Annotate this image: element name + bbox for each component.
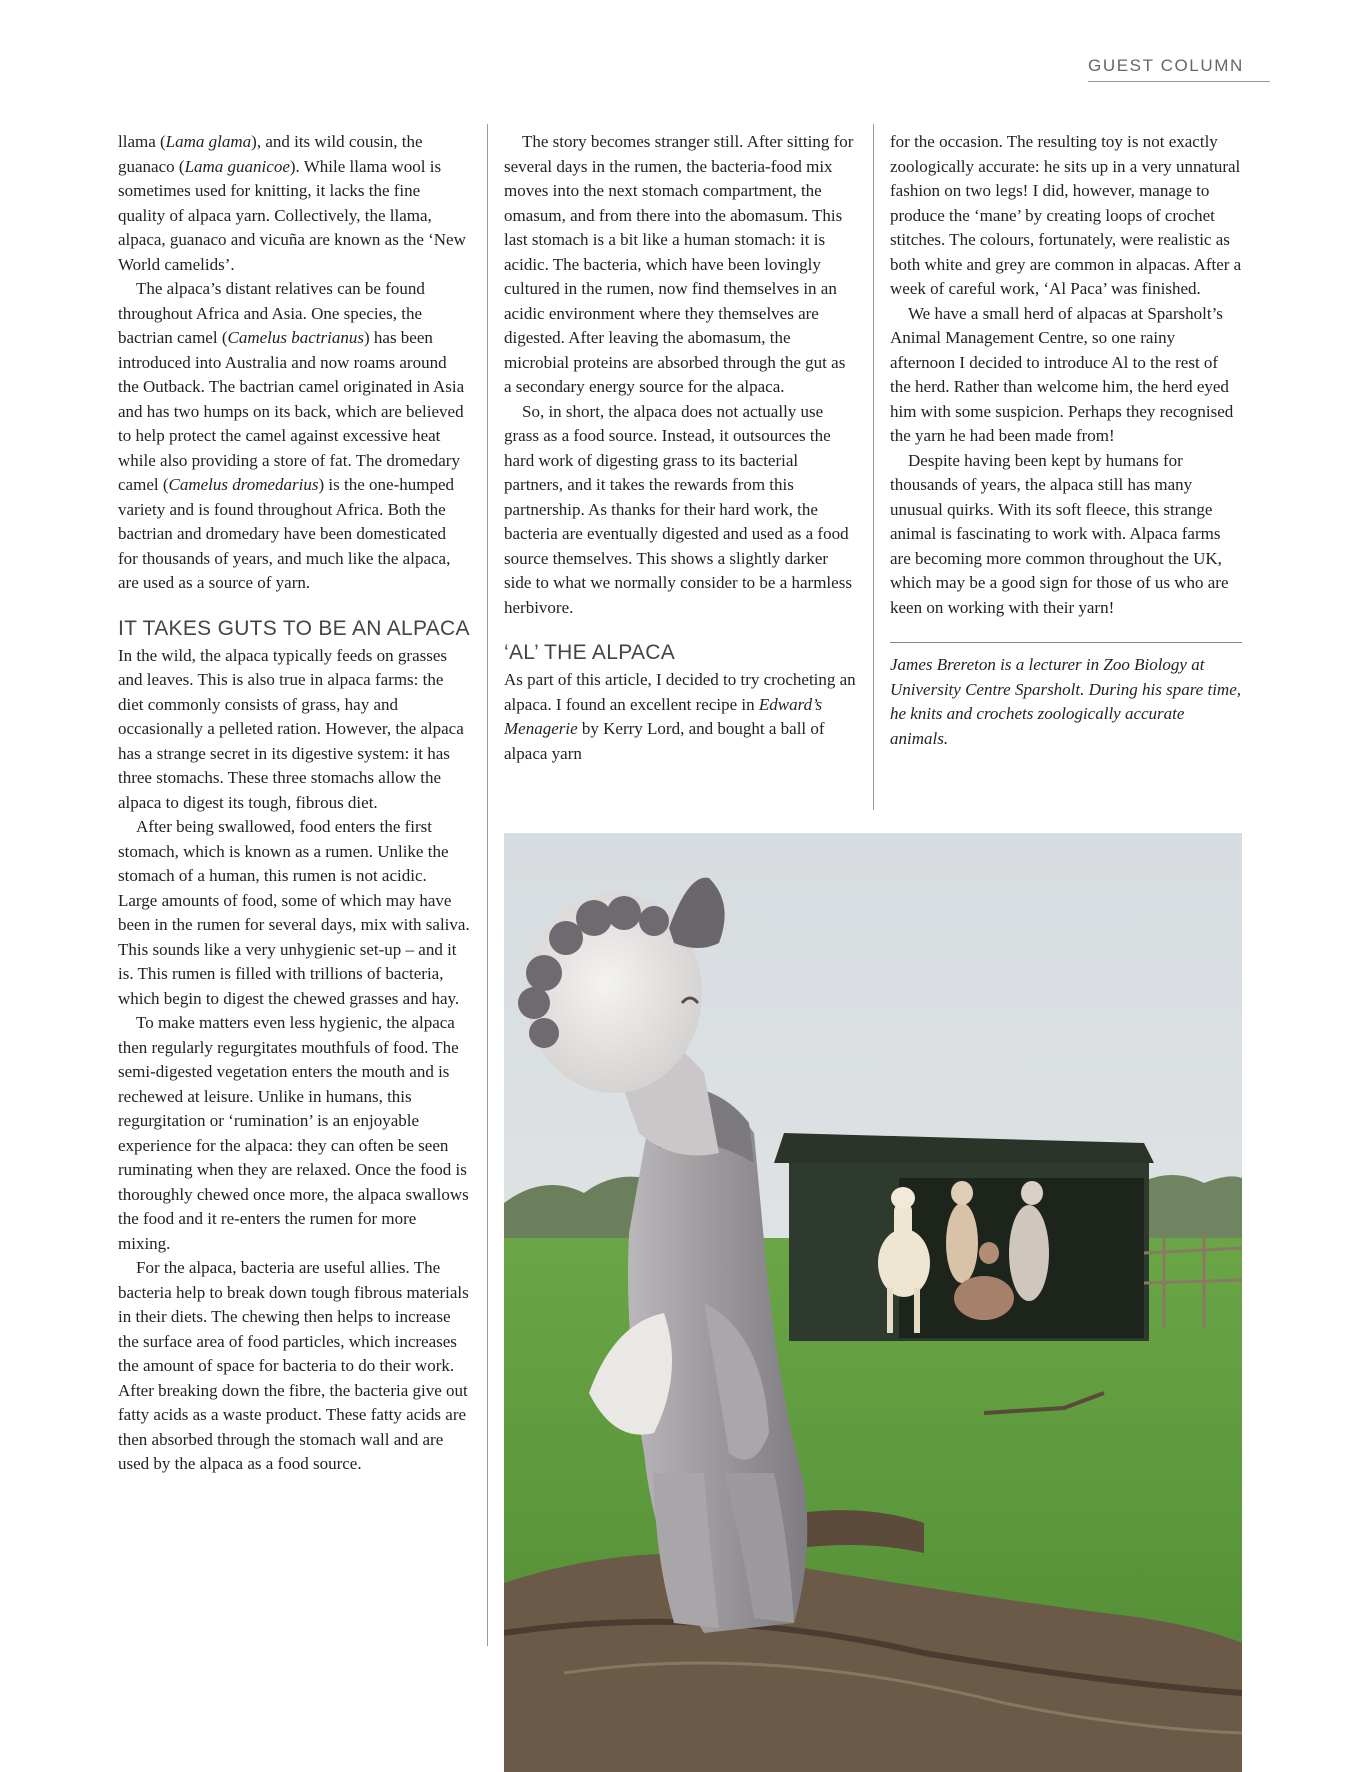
article-column-2 [504,130,856,766]
column-divider [487,124,488,1646]
text-run: The alpaca’s distant relatives can be found throughout Africa and Asia. One species, the bactrian camel ( [118,279,425,347]
paragraph: In the wild, the alpaca typically feeds on grasses and leaves. This is also true in alpaca farms: the diet commonly consists of grass, hay and occasionally a pelleted ration. However, the alpaca has a strange secret in its digestive system: it has three stomachs. These three stomachs allow the alpaca to digest its tough, fibrous diet. [118,645,464,812]
running-head-section: GUEST COLUMN [1088,56,1270,82]
text-run: ), and its wild cousin, the guanaco ( [118,132,423,176]
bio-divider [890,642,1242,643]
italic-run: Camelus bactrianus [227,328,364,347]
text-run: ) is the one-humped variety and is found throughout Africa. Both the bactrian and dromedary have been domesticated for thousands of years, and much like the alpaca, are used as a source of yarn. [118,475,455,592]
paragraph: To make matters even less hygienic, the alpaca then regularly regurgitates mouthfuls of food. The semi-digested vegetation enters the mouth and is rechewed at leisure. Unlike in humans, this regurgitation or ‘rumination’ is an enjoyable experience for the alpaca: they can often be seen ruminating when they are relaxed. Once the food is thoroughly chewed once more, the alpaca swallows the food and it re-enters the rumen for more mixing. [118,1013,469,1253]
paragraph: for the occasion. The resulting toy is not exactly zoologically accurate: he sits up in a very unnatural fashion on two legs! I did, however, manage to produce the ‘mane’ by creating loops of crochet stitches. The colours, fortunately, were realistic as both white and grey are common in alpacas. After a week of careful work, ‘Al Paca’ was finished. [890,132,1242,298]
paragraph [118,277,470,596]
paragraph: After being swallowed, food enters the first stomach, which is known as a rumen. Unlike the stomach of a human, this rumen is not acidic. Large amounts of food, some of which may have been in the rumen for several days, mix with saliva. This sounds like a very unhygienic set-up – and it is. This rumen is filled with trillions of bacteria, which begin to digest the chewed grasses and hay. [118,817,470,1008]
paragraph: We have a small herd of alpacas at Sparsholt’s Animal Management Centre, so one rainy afternoon I decided to introduce Al to the rest of the herd. Rather than welcome him, the herd eyed him with some suspicion. Perhaps they recognised the yarn he had been made from! [890,303,1234,445]
italic-run: Edward’s Menagerie [504,694,823,738]
text-run: by Kerry Lord, and bought a ball of alpaca yarn [504,719,825,763]
text-run: llama ( [118,132,166,151]
paragraph: The story becomes stranger still. After sitting for several days in the rumen, the bacteria-food mix moves into the next stomach compartment, the omasum, and from there into the abomasum. This last stomach is a bit like a human stomach: it is acidic. The bacteria, which have been lovingly cultured in the rumen, now find themselves in an acidic environment where they themselves are digested. After leaving the abomasum, the microbial proteins are absorbed through the gut as a secondary energy source for the alpaca. [504,132,854,396]
section-heading: ‘AL’ THE ALPACA [504,641,676,664]
text-run: ). While llama wool is sometimes used for knitting, it lacks the fine quality of alpaca yarn. Collectively, the llama, alpaca, guanaco and vicuña are known as the ‘New World camelids’. [118,156,466,274]
section-heading: IT TAKES GUTS TO BE AN ALPACA [118,616,470,640]
author-bio: James Brereton is a lecturer in Zoo Biology at University Centre Sparsholt. During his spare time, he knits and crochets zoologically accurate animals. [890,655,1241,748]
paragraph: So, in short, the alpaca does not actually use grass as a food source. Instead, it outsources the hard work of digesting grass to its bacterial partners, and it takes the rewards from this partnership. As thanks for their hard work, the bacteria are eventually digested and used as a food source themselves. This shows a slightly darker side to what we normally consider to be a harmless herbivore. [504,401,852,617]
italic-run: Lama guanicoe [184,156,290,176]
text-run: ) has been introduced into Australia and now roams around the Outback. The bactrian camel originated in Asia and has two humps on its back, which are believed to help protect the camel against excessive heat while also providing a store of fat. The dromedary camel ( [118,328,465,494]
article-column-3 [890,130,1242,751]
paragraph: For the alpaca, bacteria are useful allies. The bacteria help to break down tough fibrous materials in their diets. The chewing then helps to increase the surface area of food particles, which increases the amount of space for bacteria to do their work. After breaking down the fibre, the bacteria give out fatty acids as a waste product. These fatty acids are then absorbed through the stomach wall and are used by the alpaca as a food source. [118,1258,469,1473]
crochet-alpaca-photo [504,833,1242,1772]
italic-run: Camelus dromedarius [168,475,319,494]
paragraph: Despite having been kept by humans for thousands of years, the alpaca still has many unusual quirks. With its soft fleece, this strange animal is fascinating to work with. Alpaca farms are becoming more common throughout the UK, which may be a good sign for those of us who are keen on working with their yarn! [890,450,1229,617]
paragraph [504,668,856,766]
article-column-1 [118,130,470,1477]
italic-run: Lama glama [165,132,252,151]
text-run: As part of this article, I decided to try crocheting an alpaca. I found an excellent recipe in [504,670,856,714]
paragraph [118,130,470,277]
column-divider [873,124,874,810]
